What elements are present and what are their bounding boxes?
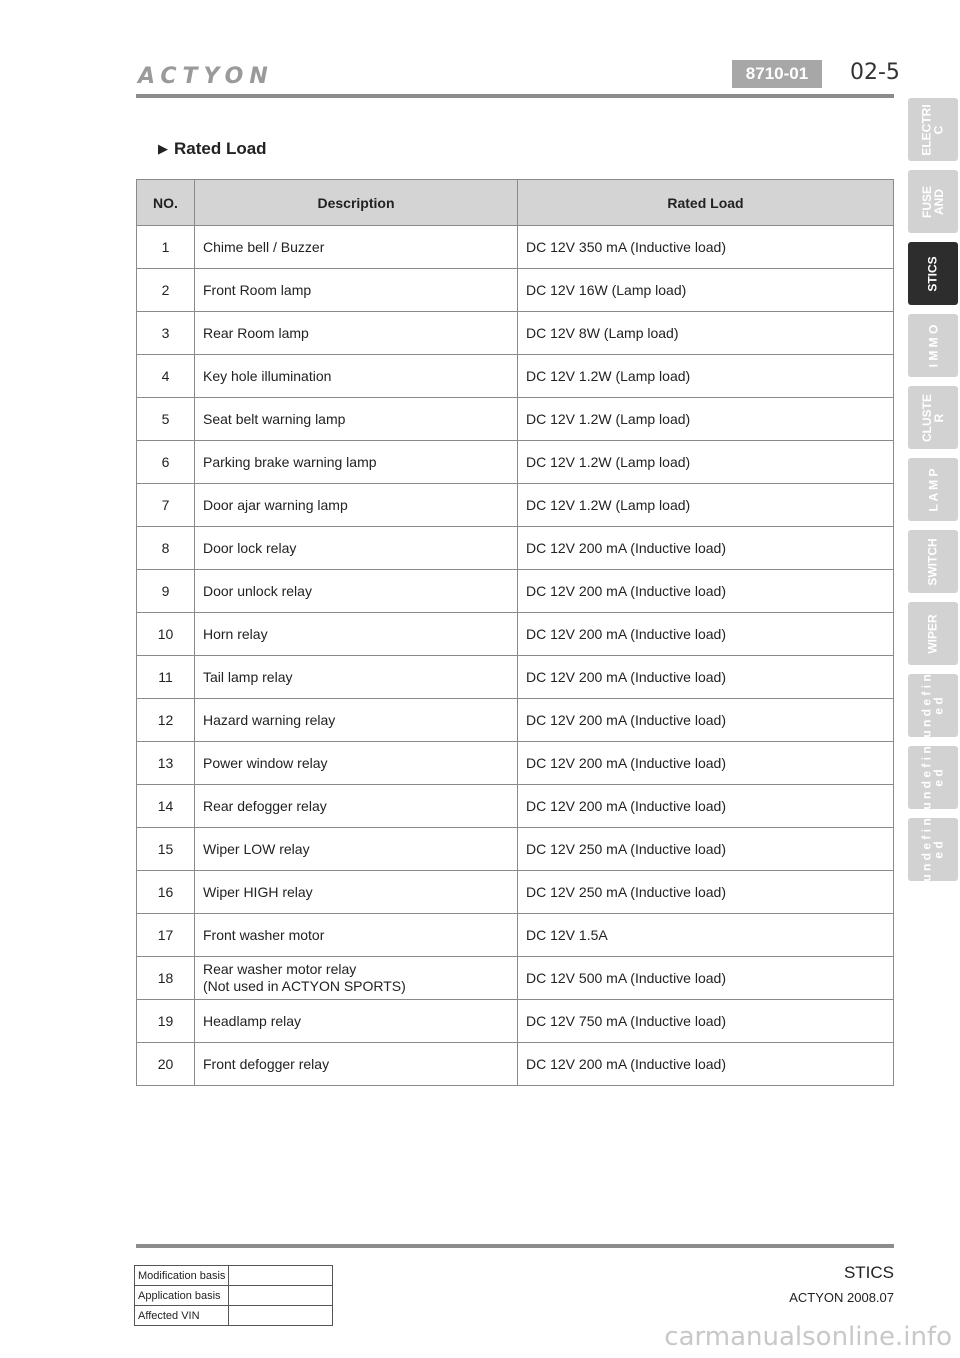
row-description — [195, 785, 518, 828]
side-tab[interactable] — [908, 386, 958, 449]
side-tab[interactable] — [908, 530, 958, 593]
description-line: Door lock relay — [203, 539, 297, 556]
row-number: 4 — [137, 355, 195, 398]
row-number: 15 — [137, 828, 195, 871]
row-description — [195, 441, 518, 484]
row-description — [195, 613, 518, 656]
table-row — [137, 484, 894, 527]
row-number: 6 — [137, 441, 195, 484]
description-line: Horn relay — [203, 625, 268, 642]
row-rated-load: DC 12V 200 mA (Inductive load) — [518, 613, 894, 656]
description-line: Tail lamp relay — [203, 668, 293, 685]
table-row — [137, 914, 894, 957]
side-tab-label: WIPER — [926, 613, 940, 654]
side-tab-label: u n d e f i n e d — [920, 817, 947, 882]
row-number: 12 — [137, 699, 195, 742]
table-row — [137, 742, 894, 785]
row-rated-load: DC 12V 200 mA (Inductive load) — [518, 656, 894, 699]
description-line: Door unlock relay — [203, 582, 312, 599]
side-tab[interactable] — [908, 314, 958, 377]
side-tab-label: u n d e f i n e d — [920, 673, 947, 738]
row-number: 10 — [137, 613, 195, 656]
table-row — [137, 527, 894, 570]
row-description — [195, 656, 518, 699]
description-line: Front washer motor — [203, 926, 325, 943]
side-tab-label: u n d e f i n e d — [920, 745, 947, 810]
row-rated-load: DC 12V 750 mA (Inductive load) — [518, 1000, 894, 1043]
row-description — [195, 398, 518, 441]
row-number: 8 — [137, 527, 195, 570]
row-description — [195, 484, 518, 527]
row-rated-load: DC 12V 16W (Lamp load) — [518, 269, 894, 312]
description-line: Chime bell / Buzzer — [203, 238, 325, 255]
modification-value — [229, 1286, 333, 1306]
row-description — [195, 914, 518, 957]
row-rated-load: DC 12V 200 mA (Inductive load) — [518, 699, 894, 742]
row-description — [195, 527, 518, 570]
description-line: Front Room lamp — [203, 281, 312, 298]
description-line: Front defogger relay — [203, 1055, 330, 1072]
row-rated-load: DC 12V 200 mA (Inductive load) — [518, 527, 894, 570]
row-rated-load: DC 12V 1.5A — [518, 914, 894, 957]
description-line: Rear washer motor relay — [203, 961, 357, 977]
column-header-description: Description — [195, 180, 518, 226]
column-header-rated-load: Rated Load — [518, 180, 894, 226]
modification-row — [135, 1306, 333, 1326]
table-row — [137, 269, 894, 312]
modification-label: Application basis — [135, 1286, 229, 1306]
row-description — [195, 828, 518, 871]
row-number: 19 — [137, 1000, 195, 1043]
row-rated-load: DC 12V 200 mA (Inductive load) — [518, 570, 894, 613]
side-tab[interactable] — [908, 98, 958, 161]
table-row — [137, 957, 894, 1000]
table-row — [137, 398, 894, 441]
description-line: Hazard warning relay — [203, 711, 336, 728]
row-number: 20 — [137, 1043, 195, 1086]
table-row — [137, 1043, 894, 1086]
row-rated-load: DC 12V 1.2W (Lamp load) — [518, 441, 894, 484]
watermark: carmanualsonline.info — [664, 1322, 952, 1352]
table-row — [137, 699, 894, 742]
description-line: (Not used in ACTYON SPORTS) — [203, 978, 406, 994]
description-line: Key hole illumination — [203, 367, 332, 384]
row-number: 13 — [137, 742, 195, 785]
row-number: 11 — [137, 656, 195, 699]
row-description — [195, 312, 518, 355]
row-description — [195, 1043, 518, 1086]
row-description — [195, 226, 518, 269]
header-divider — [136, 94, 894, 98]
section-heading — [158, 139, 267, 159]
row-description — [195, 355, 518, 398]
row-description — [195, 699, 518, 742]
side-tab[interactable] — [908, 674, 958, 737]
table-row — [137, 226, 894, 269]
row-number: 2 — [137, 269, 195, 312]
row-number: 3 — [137, 312, 195, 355]
description-line: Power window relay — [203, 754, 328, 771]
row-description — [195, 269, 518, 312]
description-line: Door ajar warning lamp — [203, 496, 348, 513]
side-tab-label: SWITCH — [925, 537, 940, 586]
table-row — [137, 828, 894, 871]
row-rated-load: DC 12V 1.2W (Lamp load) — [518, 398, 894, 441]
modification-label: Affected VIN — [135, 1306, 229, 1326]
description-line: Parking brake warning lamp — [203, 453, 377, 470]
row-number: 5 — [137, 398, 195, 441]
row-number: 18 — [137, 957, 195, 1000]
modification-label: Modification basis — [135, 1266, 229, 1286]
row-description — [195, 570, 518, 613]
row-rated-load: DC 12V 200 mA (Inductive load) — [518, 742, 894, 785]
description-line: Headlamp relay — [203, 1012, 302, 1029]
side-tab[interactable] — [908, 242, 958, 305]
section-code-badge: 8710-01 — [732, 60, 822, 88]
side-tab-label: L A M P — [925, 468, 940, 511]
row-rated-load: DC 12V 250 mA (Inductive load) — [518, 828, 894, 871]
row-rated-load: DC 12V 500 mA (Inductive load) — [518, 957, 894, 1000]
page-number: 02-5 — [850, 60, 900, 85]
table-row — [137, 312, 894, 355]
section-title: Rated Load — [174, 139, 267, 158]
row-rated-load: DC 12V 350 mA (Inductive load) — [518, 226, 894, 269]
side-tab-label: CLUSTE R — [920, 393, 946, 442]
modification-row — [135, 1266, 333, 1286]
table-body — [137, 226, 894, 1086]
rated-load-table — [136, 179, 894, 1086]
side-tab-label: I M M O — [925, 324, 940, 367]
side-tab-label: STICS — [926, 255, 940, 292]
side-tab[interactable] — [908, 746, 958, 809]
footer-divider — [136, 1244, 894, 1248]
row-rated-load: DC 12V 200 mA (Inductive load) — [518, 1043, 894, 1086]
side-tab[interactable] — [908, 458, 958, 521]
side-tab-label: FUSE AND — [919, 185, 946, 218]
description-line: Rear defogger relay — [203, 797, 327, 814]
description-line: Wiper LOW relay — [203, 840, 310, 857]
modification-value — [229, 1266, 333, 1286]
row-rated-load: DC 12V 200 mA (Inductive load) — [518, 785, 894, 828]
table-row — [137, 1000, 894, 1043]
description-line: Wiper HIGH relay — [203, 883, 313, 900]
column-header-no: NO. — [137, 180, 195, 226]
table-row — [137, 785, 894, 828]
row-description — [195, 957, 518, 1000]
modification-value — [229, 1306, 333, 1326]
description-line: Seat belt warning lamp — [203, 410, 346, 427]
row-rated-load: DC 12V 8W (Lamp load) — [518, 312, 894, 355]
row-rated-load: DC 12V 1.2W (Lamp load) — [518, 484, 894, 527]
table-row — [137, 871, 894, 914]
side-tab-label: ELECTRI C — [920, 103, 946, 156]
triangle-bullet-icon: ▶ — [158, 141, 168, 156]
row-description — [195, 742, 518, 785]
row-description — [195, 871, 518, 914]
table-row — [137, 613, 894, 656]
brand-logo: ACTYON — [138, 64, 274, 89]
table-row — [137, 355, 894, 398]
row-rated-load: DC 12V 250 mA (Inductive load) — [518, 871, 894, 914]
table-row — [137, 656, 894, 699]
row-number: 7 — [137, 484, 195, 527]
row-number: 9 — [137, 570, 195, 613]
row-number: 14 — [137, 785, 195, 828]
row-number: 17 — [137, 914, 195, 957]
row-rated-load: DC 12V 1.2W (Lamp load) — [518, 355, 894, 398]
row-number: 1 — [137, 226, 195, 269]
side-tab[interactable] — [908, 602, 958, 665]
footer-model-date: ACTYON 2008.07 — [789, 1290, 894, 1305]
description-line: Rear Room lamp — [203, 324, 309, 341]
table-header-row — [137, 180, 894, 226]
modification-table — [134, 1265, 333, 1326]
side-tab[interactable] — [908, 170, 958, 233]
table-row — [137, 441, 894, 484]
footer-section-name: STICS — [843, 1263, 894, 1282]
side-tab[interactable] — [908, 818, 958, 881]
row-number: 16 — [137, 871, 195, 914]
row-description — [195, 1000, 518, 1043]
modification-row — [135, 1286, 333, 1306]
table-row — [137, 570, 894, 613]
